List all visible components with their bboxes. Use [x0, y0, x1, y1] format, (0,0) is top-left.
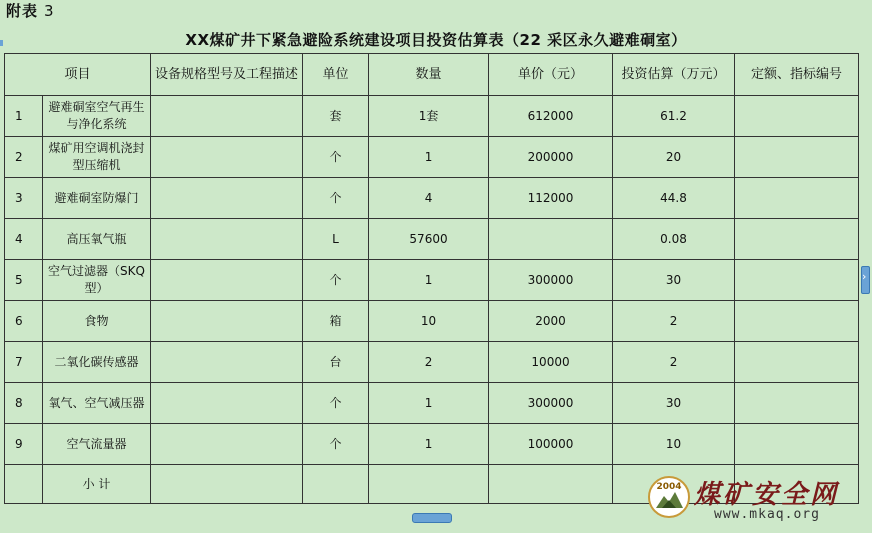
- table-row: [5, 342, 859, 383]
- row-number: 3: [5, 178, 43, 219]
- cell-quota: [735, 178, 859, 219]
- cell-qty: 2: [369, 342, 489, 383]
- cell-unit: 个: [303, 383, 369, 424]
- cell-invest: 2: [613, 301, 735, 342]
- table-row: [5, 301, 859, 342]
- header-qty: 数量: [369, 54, 489, 96]
- cell-qty: 1套: [369, 96, 489, 137]
- cell-spec: [151, 342, 303, 383]
- table-row: [5, 424, 859, 465]
- row-number: 7: [5, 342, 43, 383]
- row-number: 1: [5, 96, 43, 137]
- cell-quota: [735, 96, 859, 137]
- cell-qty: 10: [369, 301, 489, 342]
- row-number: 5: [5, 260, 43, 301]
- cell-spec: [151, 424, 303, 465]
- bottom-scroll-handle[interactable]: [412, 513, 452, 523]
- header-unit: 单位: [303, 54, 369, 96]
- cell-quota: [735, 383, 859, 424]
- cell-unit: 套: [303, 96, 369, 137]
- cell-price: 2000: [489, 301, 613, 342]
- subtotal-cell: [5, 465, 43, 504]
- cell-quota: [735, 260, 859, 301]
- watermark: [648, 474, 868, 526]
- cell-invest: 10: [613, 424, 735, 465]
- table-row: [5, 96, 859, 137]
- row-number: 4: [5, 219, 43, 260]
- cell-item: 避难硐室空气再生与净化系统: [43, 96, 151, 137]
- cell-price: 612000: [489, 96, 613, 137]
- table-row: [5, 260, 859, 301]
- subtotal-cell: [151, 465, 303, 504]
- cell-item: 煤矿用空调机浇封型压缩机: [43, 137, 151, 178]
- cell-quota: [735, 342, 859, 383]
- cell-price: 100000: [489, 424, 613, 465]
- cell-unit: 个: [303, 424, 369, 465]
- cell-spec: [151, 219, 303, 260]
- cell-spec: [151, 383, 303, 424]
- cell-qty: 1: [369, 137, 489, 178]
- cell-item: 避难硐室防爆门: [43, 178, 151, 219]
- cell-qty: 4: [369, 178, 489, 219]
- cell-qty: 1: [369, 260, 489, 301]
- cell-price: 10000: [489, 342, 613, 383]
- cell-quota: [735, 424, 859, 465]
- header-spec: 设备规格型号及工程描述: [151, 54, 303, 96]
- cell-invest: 30: [613, 383, 735, 424]
- cell-spec: [151, 96, 303, 137]
- cell-item: 空气流量器: [43, 424, 151, 465]
- cell-price: 300000: [489, 383, 613, 424]
- subtotal-cell: [369, 465, 489, 504]
- sheet-label: [6, 0, 55, 20]
- cell-price: [489, 219, 613, 260]
- sheet-number: 3: [44, 2, 55, 20]
- cell-invest: 20: [613, 137, 735, 178]
- cell-price: 200000: [489, 137, 613, 178]
- page-title: XX煤矿井下紧急避险系统建设项目投资估算表（22 采区永久避难硐室）: [185, 31, 687, 49]
- cell-item: 高压氧气瓶: [43, 219, 151, 260]
- cell-unit: L: [303, 219, 369, 260]
- subtotal-label: 小 计: [43, 465, 151, 504]
- table-row: [5, 219, 859, 260]
- cell-unit: 箱: [303, 301, 369, 342]
- cell-spec: [151, 178, 303, 219]
- subtotal-cell: [303, 465, 369, 504]
- cell-price: 300000: [489, 260, 613, 301]
- watermark-year: 2004: [656, 482, 682, 492]
- cell-invest: 44.8: [613, 178, 735, 219]
- cell-qty: 1: [369, 424, 489, 465]
- table-row: [5, 383, 859, 424]
- subtotal-cell: [489, 465, 613, 504]
- cell-spec: [151, 137, 303, 178]
- cell-unit: 个: [303, 260, 369, 301]
- cell-quota: [735, 301, 859, 342]
- cell-invest: 0.08: [613, 219, 735, 260]
- watermark-name: 煤矿安全网: [694, 480, 840, 510]
- header-item: 项目: [5, 54, 151, 96]
- header-price: 单价（元）: [489, 54, 613, 96]
- watermark-url: www.mkaq.org: [714, 507, 820, 522]
- cell-qty: 57600: [369, 219, 489, 260]
- cell-invest: 30: [613, 260, 735, 301]
- table-row: [5, 137, 859, 178]
- table-row: [5, 178, 859, 219]
- header-row: [5, 54, 859, 96]
- cell-spec: [151, 301, 303, 342]
- sheet-label-text: 附表: [6, 2, 39, 20]
- investment-table: [4, 53, 859, 504]
- cell-unit: 个: [303, 137, 369, 178]
- cell-item: 空气过滤器（SKQ型）: [43, 260, 151, 301]
- row-number: 2: [5, 137, 43, 178]
- cell-price: 112000: [489, 178, 613, 219]
- header-quota: 定额、指标编号: [735, 54, 859, 96]
- cell-spec: [151, 260, 303, 301]
- cell-item: 二氧化碳传感器: [43, 342, 151, 383]
- cell-quota: [735, 137, 859, 178]
- cell-qty: 1: [369, 383, 489, 424]
- cell-invest: 61.2: [613, 96, 735, 137]
- cell-unit: 个: [303, 178, 369, 219]
- site-logo: [648, 476, 690, 518]
- cell-unit: 台: [303, 342, 369, 383]
- row-number: 8: [5, 383, 43, 424]
- cell-item: 氧气、空气减压器: [43, 383, 151, 424]
- cell-invest: 2: [613, 342, 735, 383]
- row-number: 6: [5, 301, 43, 342]
- cell-quota: [735, 219, 859, 260]
- right-scroll-handle[interactable]: [861, 266, 870, 294]
- cell-item: 食物: [43, 301, 151, 342]
- row-number: 9: [5, 424, 43, 465]
- header-invest: 投资估算（万元）: [613, 54, 735, 96]
